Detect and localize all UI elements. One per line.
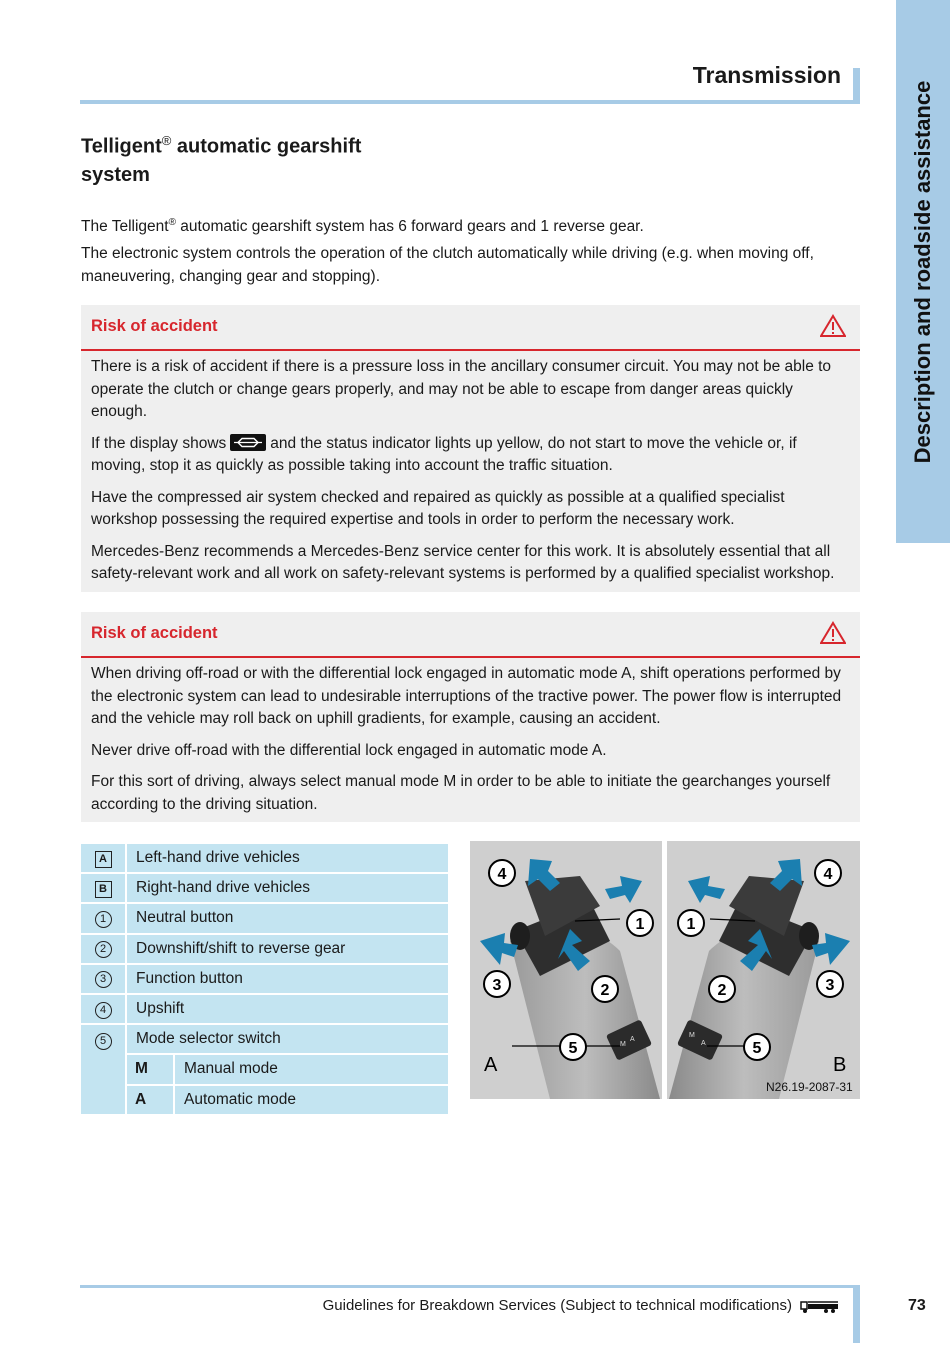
legend-key (81, 995, 127, 1025)
chapter-side-tab-label: Description and roadside assistance (910, 80, 935, 463)
legend-key-box: B (95, 881, 112, 898)
warning-paragraph: When driving off-road or with the differential lock engaged in automatic mode A, shift operations performed by the electronic system can lead to undesirable interruptions of the tractive power. The power flow is interrupted and the vehicle may roll back on uphill gradients, for example, causing an accident. (91, 665, 842, 727)
legend-key-circle: 4 (95, 1002, 112, 1019)
legend-subrow (81, 1086, 448, 1116)
warning-p2-pre: If the display shows (91, 434, 227, 452)
svg-text:4: 4 (823, 866, 833, 883)
legend-label: Right-hand drive vehicles (127, 874, 448, 904)
legend-key-circle: 2 (95, 941, 112, 958)
switch-m-label: M (620, 1041, 626, 1048)
warning-paragraph: Have the compressed air system checked and repaired as quickly as possible at a qualified specialist workshop possessing the required expertise and tools in order to perform the necessary work. (91, 488, 785, 528)
legend-key (81, 874, 127, 904)
callout-5 (744, 1034, 770, 1060)
footer-accent-bar (853, 1285, 860, 1343)
legend-label: Upshift (127, 995, 448, 1025)
warning-title: Risk of accident (91, 317, 218, 335)
switch-m-label: M (689, 1032, 695, 1039)
warning-header (81, 612, 860, 658)
legend-label: Function button (127, 965, 448, 995)
intro-p1-pre: The Telligent (81, 218, 169, 236)
callout-3 (484, 971, 510, 997)
legend-label: Downshift/shift to reverse gear (127, 935, 448, 965)
legend-key (81, 844, 127, 874)
svg-text:1: 1 (686, 916, 696, 933)
warning-paragraph (91, 433, 850, 478)
switch-a-label: A (630, 1036, 635, 1043)
legend-table (81, 844, 448, 1116)
gear-selector-illustration-b (667, 841, 860, 1099)
section-title-line2: system (81, 163, 150, 186)
warning-body (81, 658, 860, 822)
legend-row (81, 1025, 448, 1055)
warning-title: Risk of accident (91, 624, 218, 642)
legend-key-box: A (95, 851, 112, 868)
callout-3 (817, 971, 843, 997)
warning-p2-post: and the status indicator lights up yellow, do not start to move the vehicle or, if moving, stop it as quickly as possible taking into account the traffic situation. (91, 434, 797, 474)
intro-p1-post: automatic gearshift system has 6 forward gears and 1 reverse gear. (175, 218, 644, 236)
legend-row (81, 995, 448, 1025)
legend-key (81, 904, 127, 934)
chapter-side-tab-label-wrap (896, 0, 950, 543)
section-title (81, 127, 441, 189)
footer-rule (80, 1285, 860, 1288)
legend-label: Neutral button (127, 904, 448, 934)
footer-text: Guidelines for Breakdown Services (Subject to technical modifications) (322, 1297, 792, 1314)
warning-header (81, 305, 860, 351)
warning-paragraph: Mercedes-Benz recommends a Mercedes-Benz service center for this work. It is absolutely essential that all safety-relevant work and all work on safety-relevant systems is performed by a qualified specialist workshop. (91, 542, 835, 582)
svg-text:5: 5 (752, 1040, 762, 1057)
section-title-part1: Telligent (81, 135, 162, 158)
legend-subkey: A (127, 1086, 175, 1116)
header-rule (80, 100, 860, 104)
callout-1 (678, 910, 704, 936)
svg-text:3: 3 (825, 977, 835, 994)
legend-key (81, 935, 127, 965)
truck-icon (800, 1298, 840, 1314)
warning-paragraph: There is a risk of accident if there is a pressure loss in the ancillary consumer circuit. You may not be able to operate the clutch or change gears properly, and may not be able to escape from danger areas quickly enough. (91, 358, 832, 420)
svg-text:2: 2 (717, 982, 727, 999)
legend-row (81, 965, 448, 995)
intro-paragraph-1 (81, 212, 856, 239)
intro-paragraph-2: The electronic system controls the operation of the clutch automatically while driving (e.g. when moving off, maneuvering, changing gear and stopping). (81, 245, 814, 285)
callout-4 (489, 860, 515, 886)
legend-key (81, 965, 127, 995)
header-accent-bar (853, 68, 860, 104)
legend-key-circle: 5 (95, 1033, 112, 1050)
legend-label: Left-hand drive vehicles (127, 844, 448, 874)
warning-box-2 (81, 612, 860, 822)
legend-subkey: M (127, 1055, 175, 1085)
legend-row (81, 844, 448, 874)
svg-text:5: 5 (568, 1040, 578, 1057)
gear-lever-drawing (667, 841, 860, 1099)
callout-4 (815, 860, 841, 886)
svg-text:1: 1 (635, 916, 645, 933)
callout-5 (560, 1034, 586, 1060)
legend-row (81, 935, 448, 965)
callout-2 (709, 976, 735, 1002)
legend-key-circle: 3 (95, 971, 112, 988)
section-title-part2: automatic gearshift (171, 135, 362, 158)
legend-subrow (81, 1055, 448, 1085)
warning-box-1 (81, 305, 860, 592)
warning-paragraph: Never drive off-road with the differential lock engaged in automatic mode A. (91, 741, 607, 759)
svg-text:2: 2 (600, 982, 610, 999)
legend-sublabel: Automatic mode (175, 1086, 448, 1116)
legend-row (81, 874, 448, 904)
figure-code: N26.19-2087-31 (766, 1080, 853, 1094)
registered-mark: ® (161, 133, 172, 148)
legend-key (81, 1025, 127, 1116)
gear-selector-illustration-a (470, 841, 662, 1099)
callout-2 (592, 976, 618, 1002)
callout-1 (627, 910, 653, 936)
figure-label-a: A (484, 1054, 498, 1076)
figure-label-b: B (833, 1054, 847, 1076)
warning-triangle-icon (820, 314, 846, 338)
legend-row (81, 904, 448, 934)
page-header-title: Transmission (692, 62, 841, 88)
warning-triangle-icon (820, 621, 846, 645)
legend-label: Mode selector switch (127, 1025, 448, 1055)
clutch-display-icon (230, 434, 266, 451)
svg-text:4: 4 (497, 866, 507, 883)
gear-lever-drawing (470, 841, 662, 1099)
svg-text:3: 3 (492, 977, 502, 994)
registered-mark: ® (168, 217, 176, 228)
legend-sublabel: Manual mode (175, 1055, 448, 1085)
warning-paragraph: For this sort of driving, always select manual mode M in order to be able to initiate the gearchanges yourself according to the driving situation. (91, 773, 831, 813)
page-number: 73 (908, 1297, 926, 1314)
switch-a-label: A (701, 1040, 706, 1047)
warning-body (81, 351, 860, 592)
legend-key-circle: 1 (95, 911, 112, 928)
